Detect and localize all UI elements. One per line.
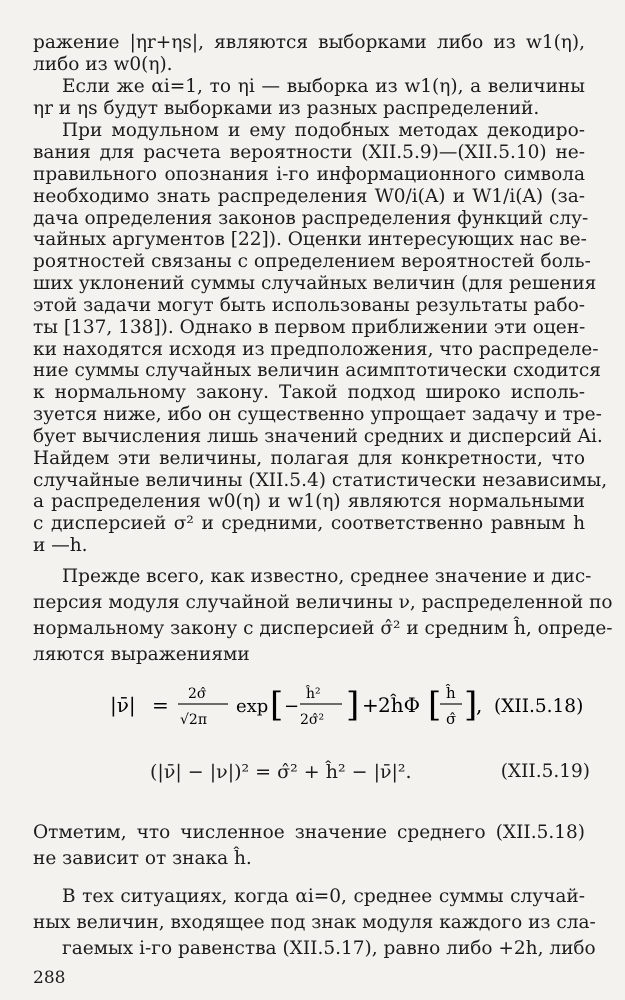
formula-inner-den: 2σ̂² (300, 712, 325, 728)
formula-lhs: |ν̄| (110, 693, 136, 717)
text-line: зуется ниже, ибо он существенно упрощает задачу и тре- (33, 404, 602, 425)
formula-num: 2σ̂ (188, 686, 207, 702)
text-line: Отметим, что численное значение среднего (XII.5.18) (33, 822, 585, 843)
text-line: В тех ситуациях, когда αi=0, среднее суммы случай- (62, 886, 585, 907)
formula-den: √2π (180, 712, 208, 728)
text-line: вания для расчета вероятности (XII.5.9)—(XII.5.10) не- (33, 142, 585, 163)
text-line: не зависит от знака ĥ. (33, 848, 252, 869)
formula-comma: , (476, 693, 483, 717)
svg-text:]: ] (346, 685, 360, 725)
equation-number: (XII.5.18) (494, 696, 584, 717)
text-line: ние суммы случайных величин асимптотически сходится (33, 360, 601, 381)
formula-text: (|ν̄| − |ν|)² = σ̂² + ĥ² − |ν̄|². (150, 761, 412, 783)
text-line: а распределения w0(η) и w1(η) являются нормальными (33, 491, 585, 512)
text-line: Если же αi=1, то ηi — выборка из w1(η), а величины (62, 76, 585, 97)
text-line: ηr и ηs будут выборками из разных распределений. (33, 98, 540, 119)
svg-text:]: ] (464, 685, 478, 725)
text-line: Найдем эти величины, полагая для конкретности, что (33, 448, 585, 469)
text-line: персия модуля случайной величины ν, распределенной по (33, 592, 613, 613)
text-line: с дисперсией σ² и средними, соответственно равным h (33, 513, 585, 534)
svg-text:[: [ (428, 685, 442, 725)
formula-exp: exp (236, 696, 269, 717)
text-line: ляются выражениями (33, 644, 250, 665)
formula-svg (110, 676, 590, 732)
text-line: ных величин, входящее под знак модуля каждого из сла- (33, 912, 596, 933)
text-line: к нормальному закону. Такой подход широко исполь- (33, 382, 585, 403)
text-line: бует вычисления лишь значений средних и дисперсий Ai. (33, 426, 603, 447)
formula-eq: = (152, 693, 169, 717)
formula-coef: 2ĥΦ (378, 693, 421, 717)
page-number: 288 (33, 968, 66, 988)
text-line: нормальному закону с дисперсией σ̂² и средним ĥ, опреде- (33, 618, 613, 639)
text-line: Прежде всего, как известно, среднее значение и дис- (62, 566, 592, 587)
text-line: гаемых i-го равенства (XII.5.17), равно либо +2h, либо (62, 938, 596, 959)
text-line: При модульном и ему подобных методах декодиро- (62, 120, 585, 141)
formula-xii-5-19 (150, 761, 590, 791)
text-line: либо из w0(η). (33, 54, 173, 75)
text-line: чайных аргументов [22]). Оценки интересующих нас ве- (33, 229, 587, 250)
text-line: этой задачи могут быть использованы результаты рабо- (33, 295, 585, 316)
text-line: роятностей связаны с определением вероятностей боль- (33, 251, 591, 272)
text-line: ражение |ηr+ηs|, являются выборками либо из w1(η), (33, 32, 585, 53)
formula-phi-num: ĥ (446, 684, 456, 702)
text-line: дача определения законов распределения функций слу- (33, 208, 589, 229)
equation-number: (XII.5.19) (500, 761, 590, 782)
svg-text:[: [ (270, 685, 284, 725)
formula-xii-5-18 (110, 676, 590, 728)
formula-plus: + (362, 693, 379, 717)
text-line: необходимо знать распределения W0/i(A) и W1/i(A) (за- (33, 186, 585, 207)
text-line: ки находятся исходя из предположения, что распределе- (33, 339, 599, 360)
text-line: ших уклонений суммы случайных величин (для решения (33, 273, 597, 294)
text-line: ты [137, 138]). Однако в первом приближении эти оцен- (33, 317, 586, 338)
text-line: правильного опознания i-го информационного символа (33, 164, 585, 185)
text-line: и —h. (33, 535, 88, 556)
formula-inner-num: ĥ² (306, 686, 321, 702)
formula-phi-den: σ̂ (446, 710, 457, 728)
svg-text:−: − (284, 696, 300, 717)
text-line: случайные величины (XII.5.4) статистически независимы, (33, 470, 608, 491)
